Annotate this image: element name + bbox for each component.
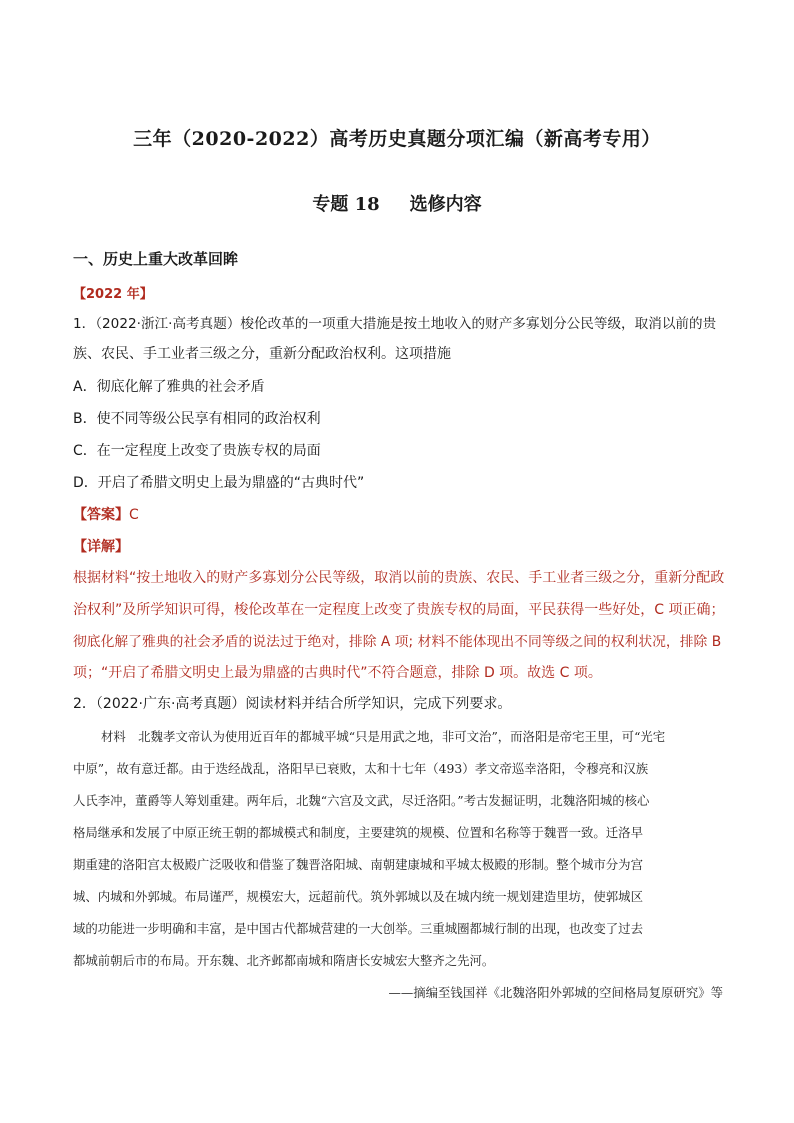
detail-line-4: 项；“开启了希腊文明史上最为鼎盛的古典时代”不符合题意，排除 D 项。故选 C 项。 — [73, 665, 602, 681]
q1-option-b: B．使不同等级公民享有相同的政治权利 — [73, 411, 321, 427]
year-tag: 【2022 年】 — [73, 287, 153, 302]
answer-value: C — [129, 507, 139, 523]
material-line-8: 都城前朝后市的布局。开东魏、北齐邺都南城和隋唐长安城宏大整齐之先河。 — [73, 953, 495, 968]
answer-label: 【答案】 — [73, 507, 129, 523]
q1-option-a: A．彻底化解了雅典的社会矛盾 — [73, 379, 265, 395]
q1-option-d: D．开启了希腊文明史上最为鼎盛的“古典时代” — [73, 475, 365, 491]
q1-option-c: C．在一定程度上改变了贵族专权的局面 — [73, 443, 321, 459]
material-line-7: 域的功能进一步明确和丰富，是中国古代都城营建的一大创举。三重城圈都城行制的出现，也改变了过去 — [73, 921, 643, 936]
topic-number: 专题 18 — [312, 194, 380, 215]
material-source: ——摘编至钱国祥《北魏洛阳外郭城的空间格局复原研究》等 — [388, 985, 723, 1000]
section-heading: 一、历史上重大改革回眸 — [73, 250, 239, 268]
topic-heading — [0, 190, 794, 216]
material-line-3: 人氏李冲，董爵等人筹划重建。两年后，北魏“六宫及文武，尽迁洛阳。”考古发掘证明，北魏洛阳城的核心 — [73, 793, 650, 808]
detail-line-1: 根据材料“按土地收入的财产多寡划分公民等级，取消以前的贵族、农民、手工业者三级之分，重新分配政 — [73, 570, 725, 586]
detail-label: 【详解】 — [73, 539, 129, 555]
material-line-2: 中原”，故有意迁都。由于迭经战乱，洛阳早已衰败，太和十七年（493）孝文帝巡幸洛阳，令穆亮和汉族 — [73, 761, 649, 776]
q1-stem-line-2: 族、农民、手工业者三级之分，重新分配政治权利。这项措施 — [73, 346, 451, 362]
material-line-5: 期重建的洛阳宫太极殿广泛吸收和借鉴了魏晋洛阳城、南朝建康城和平城太极殿的形制。整个城市分为宫 — [73, 857, 643, 872]
topic-name: 选修内容 — [409, 194, 482, 215]
document-title: 三年（2020-2022）高考历史真题分项汇编（新高考专用） — [133, 128, 661, 150]
material-line-1: 材料 北魏孝文帝认为使用近百年的都城平城“只是用武之地，非可文治”，而洛阳是帝宅王里，可“光宅 — [101, 729, 666, 744]
q1-answer — [73, 505, 723, 525]
detail-line-3: 彻底化解了雅典的社会矛盾的说法过于绝对，排除 A 项; 材料不能体现出不同等级之间的权利状况，排除 B — [73, 634, 722, 650]
q1-stem-line-1: 1．（2022·浙江·高考真题）梭伦改革的一项重大措施是按土地收入的财产多寡划分公民等级，取消以前的贵 — [73, 316, 717, 332]
material-line-4: 格局继承和发展了中原正统王朝的都城模式和制度，主要建筑的规模、位置和名称等于魏晋一致。迁洛早 — [73, 825, 643, 840]
q2-stem: 2．（2022·广东·高考真题）阅读材料并结合所学知识，完成下列要求。 — [73, 696, 512, 712]
detail-line-2: 治权利”及所学知识可得，梭伦改革在一定程度上改变了贵族专权的局面，平民获得一些好处，C 项正确； — [73, 602, 725, 618]
material-line-6: 城、内城和外郭城。布局谨严，规模宏大，远超前代。筑外郭城以及在城内统一规划建造里坊，使郭城区 — [73, 889, 643, 904]
